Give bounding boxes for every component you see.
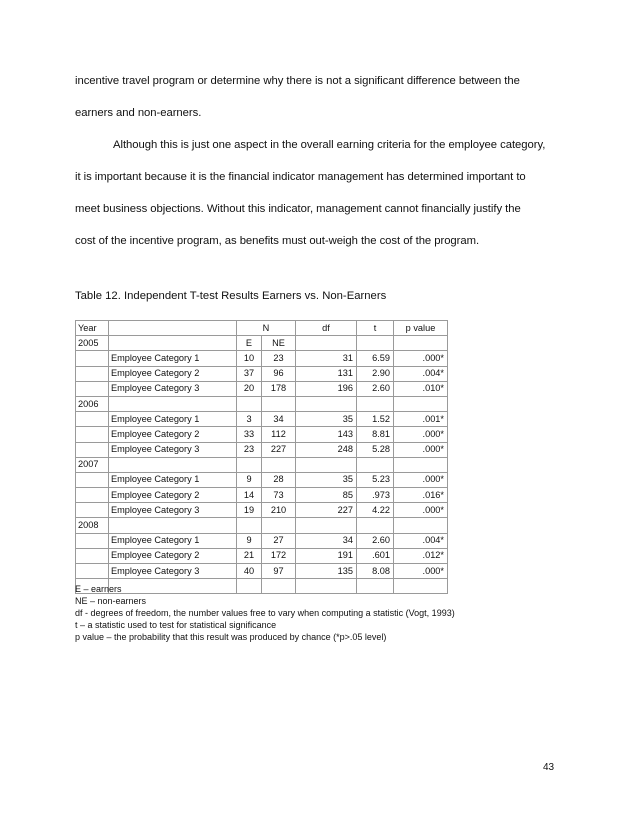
header-p-value: p value [394,321,448,336]
df-cell: 31 [296,351,357,366]
note-line: p value – the probability that this result was produced by chance (*p>.05 level) [75,632,387,642]
body-text-line-4: it is important because it is the financial indicator management has determined important to [75,171,526,183]
non-earners-n-cell: 27 [262,533,296,548]
p-value-cell: .004* [394,366,448,381]
earners-n-cell: 23 [237,442,262,457]
p-value-cell: .000* [394,351,448,366]
table-row [76,381,448,396]
df-cell: 135 [296,564,357,579]
table-year-row [76,457,448,472]
earners-n-cell: 9 [237,472,262,487]
p-value-cell: .004* [394,533,448,548]
table-row [76,533,448,548]
t-cell: 8.81 [357,427,394,442]
table-row [76,412,448,427]
non-earners-n-cell: 97 [262,564,296,579]
header-t: t [357,321,394,336]
page-number: 43 [543,762,555,773]
df-cell: 227 [296,503,357,518]
header-blank [109,321,237,336]
earners-n-cell: 40 [237,564,262,579]
p-value-cell: .016* [394,488,448,503]
table-year-row [76,336,448,351]
non-earners-n-cell: 23 [262,351,296,366]
header-df: df [296,321,357,336]
p-value-cell: .010* [394,381,448,396]
earners-n-cell: 21 [237,548,262,563]
body-text-line-6: cost of the incentive program, as benefits must out-weigh the cost of the program. [75,235,480,247]
earners-n-cell: 3 [237,412,262,427]
empty-cell [394,457,448,472]
empty-cell [76,488,109,503]
table-row [76,548,448,563]
non-earners-n-cell: 28 [262,472,296,487]
empty-cell [237,457,262,472]
body-text-line-1: incentive travel program or determine why there is not a significant difference between the [75,75,520,87]
p-value-cell: .000* [394,442,448,457]
t-cell: .601 [357,548,394,563]
non-earners-n-cell: 34 [262,412,296,427]
empty-cell [76,351,109,366]
non-earners-n-cell: 96 [262,366,296,381]
non-earners-n-cell: 73 [262,488,296,503]
t-cell: 2.60 [357,533,394,548]
year-cell: 2005 [76,336,109,351]
t-cell: 2.90 [357,366,394,381]
empty-cell [296,457,357,472]
header-n: N [237,321,296,336]
df-cell: 196 [296,381,357,396]
empty-cell [109,457,237,472]
non-earners-n-cell: 112 [262,427,296,442]
body-text-line-2: earners and non-earners. [75,107,202,119]
p-value-cell: .001* [394,412,448,427]
empty-cell [76,503,109,518]
header-ne: NE [262,336,296,351]
empty-cell [76,472,109,487]
earners-n-cell: 33 [237,427,262,442]
t-cell: 1.52 [357,412,394,427]
earners-n-cell: 20 [237,381,262,396]
non-earners-n-cell: 178 [262,381,296,396]
empty-cell [76,442,109,457]
body-text-line-3: Although this is just one aspect in the overall earning criteria for the employee category, [113,139,546,151]
category-cell: Employee Category 2 [109,488,237,503]
table-row [76,366,448,381]
table-row [76,564,448,579]
table-row [76,503,448,518]
t-cell: 5.28 [357,442,394,457]
body-text-line-5: meet business objections. Without this indicator, management cannot financially justify the [75,203,521,215]
earners-n-cell: 14 [237,488,262,503]
empty-cell [262,457,296,472]
table-row [76,351,448,366]
p-value-cell: .000* [394,472,448,487]
earners-n-cell: 10 [237,351,262,366]
header-year: Year [76,321,109,336]
empty-cell [357,336,394,351]
table-year-row [76,518,448,533]
t-cell: .973 [357,488,394,503]
table-row [76,488,448,503]
df-cell: 143 [296,427,357,442]
empty-cell [296,396,357,411]
empty-cell [76,427,109,442]
df-cell: 35 [296,412,357,427]
category-cell: Employee Category 2 [109,548,237,563]
category-cell: Employee Category 3 [109,381,237,396]
table-row [76,472,448,487]
earners-n-cell: 19 [237,503,262,518]
header-e: E [237,336,262,351]
empty-cell [237,396,262,411]
table-row [76,442,448,457]
category-cell: Employee Category 1 [109,351,237,366]
empty-cell [262,396,296,411]
empty-cell [394,518,448,533]
category-cell: Employee Category 1 [109,472,237,487]
table-header-row [76,321,448,336]
empty-cell [76,533,109,548]
empty-cell [357,457,394,472]
category-cell: Employee Category 1 [109,412,237,427]
t-cell: 8.08 [357,564,394,579]
empty-cell [394,336,448,351]
non-earners-n-cell: 227 [262,442,296,457]
category-cell: Employee Category 2 [109,427,237,442]
table-notes [75,583,455,643]
note-line: NE – non-earners [75,596,147,606]
empty-cell [357,518,394,533]
empty-cell [237,518,262,533]
empty-cell [76,412,109,427]
category-cell: Employee Category 3 [109,564,237,579]
earners-n-cell: 9 [237,533,262,548]
category-cell: Employee Category 3 [109,503,237,518]
p-value-cell: .000* [394,427,448,442]
ttest-results-table [75,320,448,594]
year-cell: 2006 [76,396,109,411]
t-cell: 2.60 [357,381,394,396]
note-line: t – a statistic used to test for statistical significance [75,620,277,630]
p-value-cell: .000* [394,564,448,579]
empty-cell [296,518,357,533]
year-cell: 2007 [76,457,109,472]
table-caption: Table 12. Independent T-test Results Earners vs. Non-Earners [75,290,387,302]
df-cell: 34 [296,533,357,548]
df-cell: 248 [296,442,357,457]
empty-cell [296,336,357,351]
t-cell: 5.23 [357,472,394,487]
empty-cell [357,396,394,411]
df-cell: 35 [296,472,357,487]
empty-cell [76,548,109,563]
note-line: df - degrees of freedom, the number values free to vary when computing a statistic (Vogt, 1993) [75,608,455,618]
non-earners-n-cell: 172 [262,548,296,563]
empty-cell [76,564,109,579]
df-cell: 85 [296,488,357,503]
year-cell: 2008 [76,518,109,533]
non-earners-n-cell: 210 [262,503,296,518]
df-cell: 191 [296,548,357,563]
note-line: E – earners [75,584,122,594]
table-row [76,427,448,442]
p-value-cell: .000* [394,503,448,518]
empty-cell [262,518,296,533]
category-cell: Employee Category 3 [109,442,237,457]
earners-n-cell: 37 [237,366,262,381]
empty-cell [109,396,237,411]
empty-cell [76,366,109,381]
empty-cell [109,518,237,533]
table-year-row [76,396,448,411]
empty-cell [76,381,109,396]
t-cell: 6.59 [357,351,394,366]
t-cell: 4.22 [357,503,394,518]
empty-cell [109,336,237,351]
p-value-cell: .012* [394,548,448,563]
empty-cell [394,396,448,411]
category-cell: Employee Category 2 [109,366,237,381]
category-cell: Employee Category 1 [109,533,237,548]
df-cell: 131 [296,366,357,381]
